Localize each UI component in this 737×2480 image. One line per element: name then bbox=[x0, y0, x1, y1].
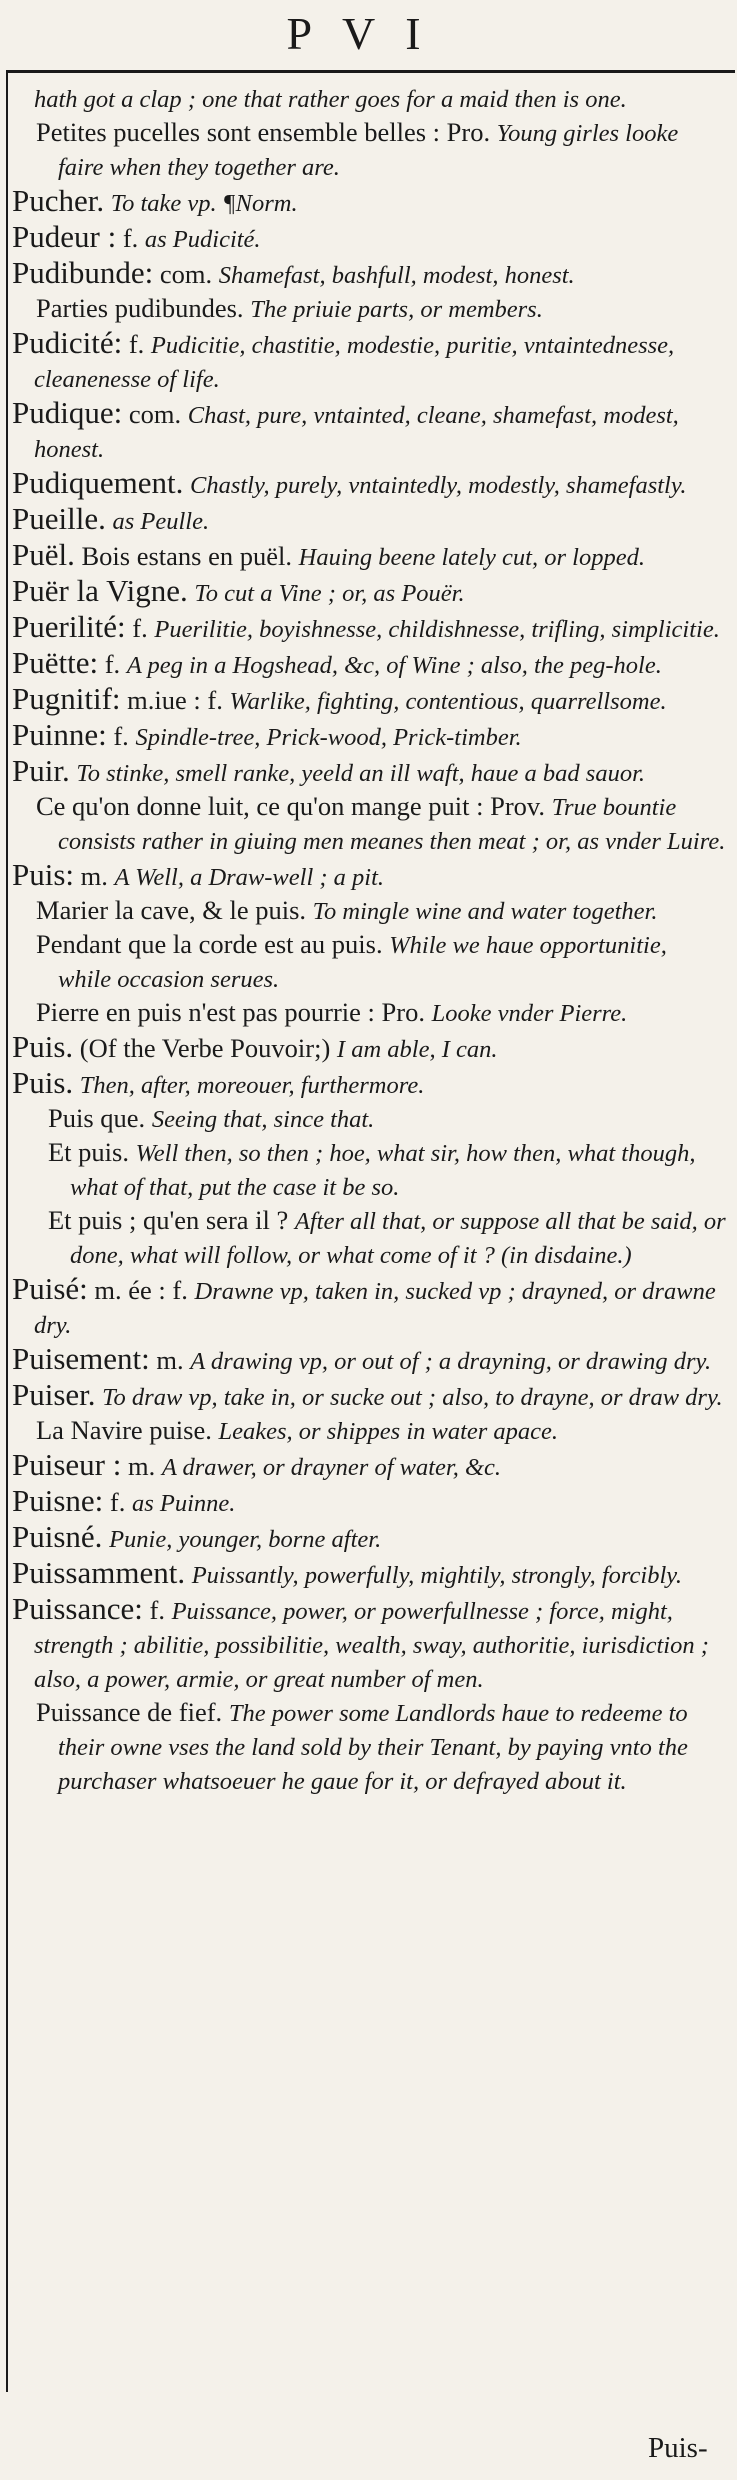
headword: Puiseur : bbox=[12, 1447, 122, 1482]
headword: Puis: bbox=[12, 857, 75, 892]
english-gloss: I am able, I can. bbox=[336, 1036, 498, 1063]
french-text: m. bbox=[156, 1345, 184, 1375]
french-text: m.iue : f. bbox=[127, 685, 223, 715]
english-gloss: Puissance, power, or powerfullnesse ; force, might, strength ; abilitie, possibilitie, wealth, sway, authoritie, iurisdiction ; also, a power, armie, or great number of men. bbox=[34, 1598, 709, 1693]
english-gloss: as Peulle. bbox=[112, 508, 210, 535]
dictionary-entry bbox=[12, 754, 726, 790]
english-gloss: Looke vnder Pierre. bbox=[431, 1000, 628, 1027]
dictionary-entry bbox=[12, 894, 726, 928]
column-rule bbox=[6, 72, 8, 2392]
french-text: Petites pucelles sont ensemble belles : Pro. bbox=[36, 117, 491, 147]
english-gloss: To take vp. ¶Norm. bbox=[110, 190, 298, 217]
french-text: Puissance de fief. bbox=[36, 1697, 223, 1727]
dictionary-entry bbox=[12, 790, 726, 858]
headword: Puis. bbox=[12, 1065, 74, 1100]
headword: Puis. bbox=[12, 1029, 74, 1064]
page-header: PVI bbox=[286, 8, 451, 59]
dictionary-entry bbox=[12, 466, 726, 502]
english-gloss: A drawing vp, or out of ; a drayning, or drawing dry. bbox=[190, 1348, 712, 1375]
dictionary-entry bbox=[12, 574, 726, 610]
english-gloss: Seeing that, since that. bbox=[151, 1106, 375, 1133]
english-gloss: After all that, or suppose all that be said, or done, what will follow, or what come of it ? (in disdaine.) bbox=[70, 1208, 726, 1269]
french-text: Et puis ; qu'en sera il ? bbox=[48, 1205, 289, 1235]
english-gloss: To stinke, smell ranke, yeeld an ill waft, haue a bad sauor. bbox=[76, 760, 646, 787]
headword: Puissance: bbox=[12, 1591, 143, 1626]
english-gloss: Well then, so then ; hoe, what sir, how then, what though, what of that, put the case it be so. bbox=[70, 1140, 696, 1201]
french-text: f. bbox=[132, 613, 148, 643]
dictionary-entry bbox=[12, 1592, 726, 1696]
headword: Puël. bbox=[12, 537, 75, 572]
english-gloss: hath got a clap ; one that rather goes for a maid then is one. bbox=[34, 86, 627, 113]
french-text: Pierre en puis n'est pas pourrie : Pro. bbox=[36, 997, 425, 1027]
entries-column bbox=[12, 82, 726, 1798]
dictionary-entry bbox=[12, 1448, 726, 1484]
french-text: com. bbox=[128, 399, 182, 429]
headword: Puëtte: bbox=[12, 645, 99, 680]
headword: Puinne: bbox=[12, 717, 107, 752]
french-text: m. ée : f. bbox=[94, 1275, 188, 1305]
headword: Puir. bbox=[12, 753, 70, 788]
headword: Puisne: bbox=[12, 1483, 104, 1518]
english-gloss: A drawer, or drayner of water, &c. bbox=[161, 1454, 502, 1481]
dictionary-entry bbox=[12, 1696, 726, 1798]
dictionary-entry bbox=[12, 1030, 726, 1066]
dictionary-entry bbox=[12, 1342, 726, 1378]
headword: Pueille. bbox=[12, 501, 106, 536]
french-text: Marier la cave, & le puis. bbox=[36, 895, 307, 925]
dictionary-entry bbox=[12, 996, 726, 1030]
headword: Pudique: bbox=[12, 395, 123, 430]
french-text: m. bbox=[80, 861, 108, 891]
dictionary-entry bbox=[12, 718, 726, 754]
english-gloss: Puerilitie, boyishnesse, childishnesse, trifling, simplicitie. bbox=[154, 616, 720, 643]
english-gloss: as Pudicité. bbox=[144, 226, 261, 253]
headword: Pudibunde: bbox=[12, 255, 154, 290]
english-gloss: A peg in a Hogshead, &c, of Wine ; also, the peg-hole. bbox=[126, 652, 662, 679]
french-text: f. bbox=[109, 1487, 126, 1517]
english-gloss: While we haue opportunitie, while occasion serues. bbox=[58, 932, 667, 993]
french-text: f. bbox=[128, 329, 145, 359]
dictionary-entry bbox=[12, 1520, 726, 1556]
french-text: (Of the Verbe Pouvoir;) bbox=[79, 1033, 331, 1063]
french-text: Parties pudibundes. bbox=[36, 293, 244, 323]
english-gloss: Then, after, moreouer, furthermore. bbox=[79, 1072, 425, 1099]
dictionary-entry bbox=[12, 1414, 726, 1448]
french-text: f. bbox=[122, 223, 139, 253]
dictionary-entry bbox=[12, 396, 726, 466]
headword: Pugnitif: bbox=[12, 681, 121, 716]
dictionary-entry bbox=[12, 1066, 726, 1102]
english-gloss: Chast, pure, vntainted, cleane, shamefast, modest, honest. bbox=[34, 402, 679, 463]
english-gloss: Drawne vp, taken in, sucked vp ; drayned, or drawne dry. bbox=[34, 1278, 716, 1339]
dictionary-entry bbox=[12, 610, 726, 646]
english-gloss: Hauing beene lately cut, or lopped. bbox=[298, 544, 645, 571]
dictionary-entry bbox=[12, 1378, 726, 1414]
french-text: m. bbox=[128, 1451, 156, 1481]
english-gloss: Leakes, or shippes in water apace. bbox=[218, 1418, 559, 1445]
headword: Puisement: bbox=[12, 1341, 150, 1376]
english-gloss: The power some Landlords haue to redeeme to their owne vses the land sold by their Tenant, by paying vnto the purchaser whatsoeuer he gaue for it, or defrayed about it. bbox=[58, 1700, 688, 1795]
french-text: Pendant que la corde est au puis. bbox=[36, 929, 383, 959]
english-gloss: The priuie parts, or members. bbox=[250, 296, 543, 323]
dictionary-entry bbox=[12, 116, 726, 184]
english-gloss: True bountie consists rather in giuing men meanes then meat ; or, as vnder Luire. bbox=[58, 794, 726, 855]
catchword: Puis- bbox=[648, 2432, 708, 2464]
english-gloss: To draw vp, take in, or sucke out ; also, to drayne, or draw dry. bbox=[102, 1384, 723, 1411]
dictionary-entry bbox=[12, 1136, 726, 1204]
french-text: Bois estans en puël. bbox=[81, 541, 292, 571]
french-text: Ce qu'on donne luit, ce qu'on mange puit : Prov. bbox=[36, 791, 546, 821]
dictionary-entry bbox=[12, 220, 726, 256]
headword: Puisné. bbox=[12, 1519, 103, 1554]
english-gloss: as Puinne. bbox=[132, 1490, 236, 1517]
dictionary-entry bbox=[12, 502, 726, 538]
english-gloss: To mingle wine and water together. bbox=[312, 898, 658, 925]
dictionary-entry bbox=[12, 1556, 726, 1592]
dictionary-entry bbox=[12, 538, 726, 574]
english-gloss: Warlike, fighting, contentious, quarrellsome. bbox=[229, 688, 667, 715]
header-rule bbox=[6, 70, 735, 73]
english-gloss: Chastly, purely, vntaintedly, modestly, shamefastly. bbox=[189, 472, 687, 499]
dictionary-entry bbox=[12, 1272, 726, 1342]
headword: Puiser. bbox=[12, 1377, 96, 1412]
french-text: f. bbox=[104, 649, 121, 679]
english-gloss: A Well, a Draw-well ; a pit. bbox=[114, 864, 385, 891]
headword: Pudicité: bbox=[12, 325, 123, 360]
english-gloss: Puissantly, powerfully, mightily, strongly, forcibly. bbox=[191, 1562, 682, 1589]
english-gloss: Pudicitie, chastitie, modestie, puritie, vntaintednesse, cleanenesse of life. bbox=[34, 332, 675, 393]
french-text: La Navire puise. bbox=[36, 1415, 212, 1445]
dictionary-entry bbox=[12, 682, 726, 718]
english-gloss: Spindle-tree, Prick-wood, Prick-timber. bbox=[135, 724, 522, 751]
dictionary-entry bbox=[12, 1102, 726, 1136]
dictionary-entry bbox=[12, 928, 726, 996]
dictionary-entry bbox=[12, 1484, 726, 1520]
headword: Pucher. bbox=[12, 183, 105, 218]
english-gloss: To cut a Vine ; or, as Pouër. bbox=[194, 580, 465, 607]
dictionary-entry bbox=[12, 82, 726, 116]
headword: Puissamment. bbox=[12, 1555, 186, 1590]
headword: Puisé: bbox=[12, 1271, 88, 1306]
headword: Puër la Vigne. bbox=[12, 573, 188, 608]
dictionary-entry bbox=[12, 184, 726, 220]
dictionary-entry bbox=[12, 292, 726, 326]
french-text: com. bbox=[159, 259, 213, 289]
english-gloss: Young girles looke faire when they together are. bbox=[58, 120, 679, 181]
english-gloss: Shamefast, bashfull, modest, honest. bbox=[218, 262, 575, 289]
dictionary-entry bbox=[12, 858, 726, 894]
dictionary-entry bbox=[12, 646, 726, 682]
english-gloss: Punie, younger, borne after. bbox=[109, 1526, 382, 1553]
dictionary-entry bbox=[12, 326, 726, 396]
french-text: Et puis. bbox=[48, 1137, 129, 1167]
dictionary-entry bbox=[12, 1204, 726, 1272]
french-text: Puis que. bbox=[48, 1103, 146, 1133]
headword: Pudiquement. bbox=[12, 465, 184, 500]
headword: Pudeur : bbox=[12, 219, 117, 254]
french-text: f. bbox=[113, 721, 129, 751]
dictionary-entry bbox=[12, 256, 726, 292]
french-text: f. bbox=[149, 1595, 165, 1625]
headword: Puerilité: bbox=[12, 609, 126, 644]
